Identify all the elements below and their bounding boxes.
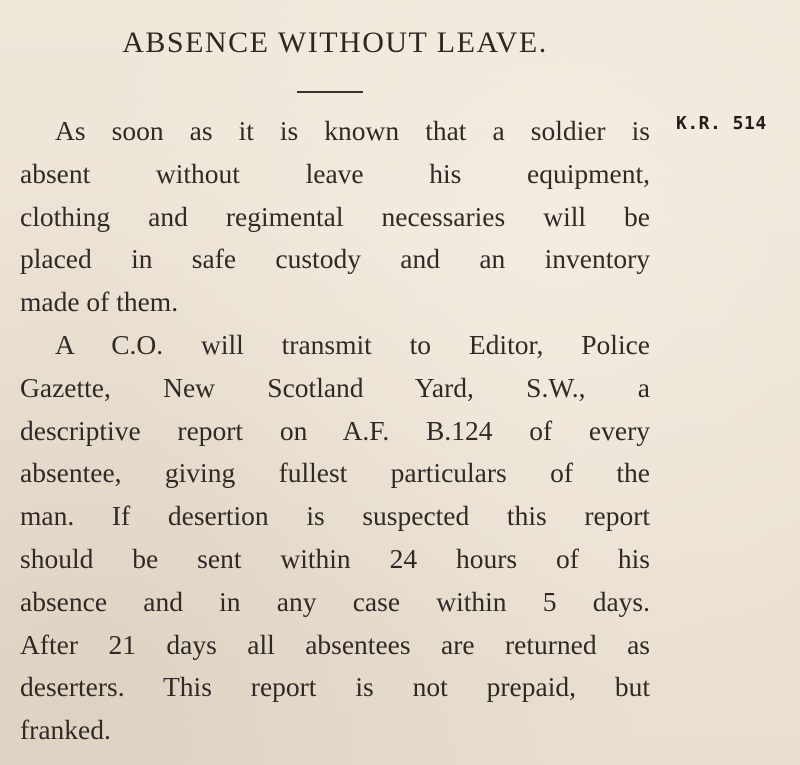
text-line: A C.O. will transmit to Editor, Police xyxy=(55,328,650,360)
page-title: ABSENCE WITHOUT LEAVE. xyxy=(122,26,548,59)
text-line: should be sent within 24 hours of his xyxy=(20,542,650,574)
text-line: Gazette, New Scotland Yard, S.W., a xyxy=(20,371,650,403)
body-text xyxy=(20,110,650,752)
text-line: absent without leave his equipment, xyxy=(20,157,650,189)
text-line: absence and in any case within 5 days. xyxy=(20,585,650,617)
text-line: placed in safe custody and an inventory xyxy=(20,243,650,275)
text-line: absentee, giving fullest particulars of the xyxy=(20,457,650,489)
text-line: made of them. xyxy=(20,286,179,318)
text-line: clothing and regimental necessaries will be xyxy=(20,200,650,232)
title-divider xyxy=(297,91,363,93)
text-line: descriptive report on A.F. B.124 of every xyxy=(20,414,650,446)
text-line: As soon as it is known that a soldier is xyxy=(55,115,650,146)
text-line: deserters. This report is not prepaid, but xyxy=(20,671,650,703)
side-reference: K.R. 514 xyxy=(676,113,767,134)
text-line: After 21 days all absentees are returned as xyxy=(20,628,650,660)
text-line: franked. xyxy=(20,714,111,746)
text-line: man. If desertion is suspected this report xyxy=(20,500,650,532)
